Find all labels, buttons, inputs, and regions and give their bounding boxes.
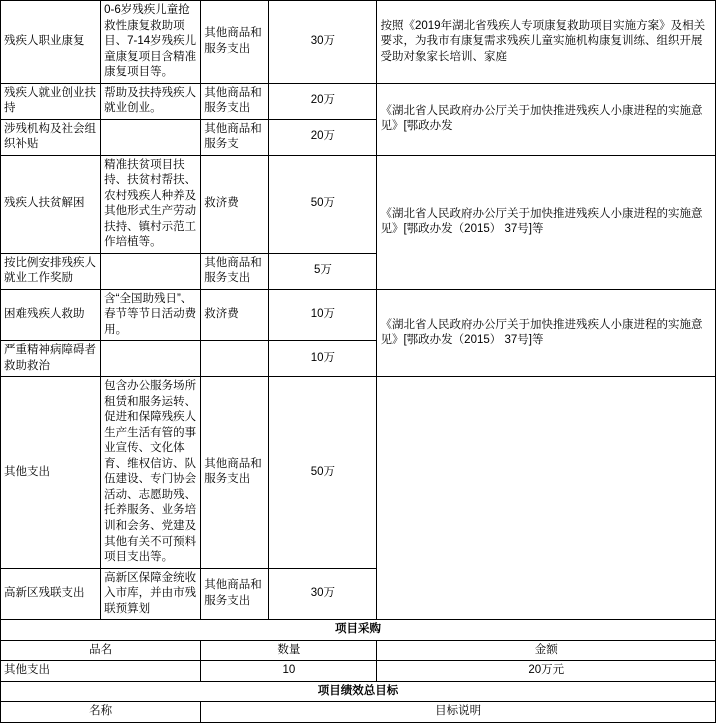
- project-desc: 高新区保障金统收入市库，并由市残联预算划: [101, 568, 201, 620]
- project-name: 残疾人就业创业扶持: [1, 83, 101, 119]
- procurement-section-title: 项目采购: [1, 620, 716, 641]
- project-desc: 包含办公服务场所租赁和服务运转、促进和保障残疾人生产生活有管的事业宣传、文化体育、维权信访、队伍建设、专门协会活动、志愿助残、托养服务、业务培训和会务、党建及其他有关不可预料项目支出等。: [101, 377, 201, 568]
- expense-category: 其他商品和服务支出: [201, 83, 269, 119]
- amount: 20万: [269, 83, 377, 119]
- performance-header-row: [1, 702, 716, 723]
- procurement-header-quantity: 数量: [201, 640, 377, 661]
- project-name: 残疾人扶贫解困: [1, 155, 101, 253]
- table-row: [1, 83, 716, 119]
- project-name: 涉残机构及社会组织补贴: [1, 119, 101, 155]
- procurement-quantity: 10: [201, 661, 377, 682]
- expense-category: 其他商品和服务支: [201, 119, 269, 155]
- performance-header-name: 名称: [1, 702, 201, 723]
- table-row: [1, 289, 716, 341]
- procurement-amount: 20万元: [377, 661, 716, 682]
- procurement-section-row: [1, 620, 716, 641]
- policy-basis: 《湖北省人民政府办公厅关于加快推进残疾人小康进程的实施意见》[鄂政办发: [377, 83, 716, 155]
- amount: 50万: [269, 377, 377, 568]
- performance-section-row: [1, 681, 716, 702]
- project-name: 按比例安排残疾人就业工作奖励: [1, 253, 101, 289]
- expense-category: 其他商品和服务支出: [201, 377, 269, 568]
- project-name: 严重精神病障碍者救助救治: [1, 341, 101, 377]
- expense-category: 救济费: [201, 155, 269, 253]
- amount: 20万: [269, 119, 377, 155]
- procurement-row: [1, 661, 716, 682]
- expense-category: 救济费: [201, 289, 269, 341]
- table-row: [1, 155, 716, 253]
- procurement-header-row: [1, 640, 716, 661]
- expense-category: 其他商品和服务支出: [201, 1, 269, 84]
- amount: 10万: [269, 289, 377, 341]
- amount: 10万: [269, 341, 377, 377]
- table-row: [1, 377, 716, 568]
- project-desc: 精准扶贫项目扶持、扶贫村帮扶、农村残疾人种养及其他形式生产劳动扶持、镇村示范工作培植等。: [101, 155, 201, 253]
- project-name: 残疾人职业康复: [1, 1, 101, 84]
- project-desc: [101, 119, 201, 155]
- project-desc: 帮助及扶持残疾人就业创业。: [101, 83, 201, 119]
- procurement-item: 其他支出: [1, 661, 201, 682]
- policy-basis: [377, 377, 716, 620]
- project-desc: [101, 253, 201, 289]
- project-name: 其他支出: [1, 377, 101, 568]
- amount: 30万: [269, 1, 377, 84]
- project-name: 高新区残联支出: [1, 568, 101, 620]
- budget-table-body: [1, 1, 716, 723]
- performance-section-title: 项目绩效总目标: [1, 681, 716, 702]
- project-desc: 0-6岁残疾儿童抢救性康复救助项目、7-14岁残疾儿童康复项目含精准康复项目等。: [101, 1, 201, 84]
- procurement-header-amount: 金额: [377, 640, 716, 661]
- procurement-header-item: 品名: [1, 640, 201, 661]
- project-desc: 含“全国助残日”、春节等节日活动费用。: [101, 289, 201, 341]
- performance-header-description: 目标说明: [201, 702, 716, 723]
- amount: 30万: [269, 568, 377, 620]
- project-name: 困难残疾人救助: [1, 289, 101, 341]
- table-row: [1, 1, 716, 84]
- expense-category: 其他商品和服务支出: [201, 568, 269, 620]
- policy-basis: 按照《2019年湖北省残疾人专项康复救助项目实施方案》及相关要求，为我市有康复需求残疾儿童实施机构康复训练、组织开展受助对象家长培训、家庭: [377, 1, 716, 84]
- policy-basis: 《湖北省人民政府办公厅关于加快推进残疾人小康进程的实施意见》[鄂政办发（2015） 37号]等: [377, 155, 716, 289]
- expense-category: [201, 341, 269, 377]
- amount: 50万: [269, 155, 377, 253]
- expense-category: 其他商品和服务支出: [201, 253, 269, 289]
- policy-basis: 《湖北省人民政府办公厅关于加快推进残疾人小康进程的实施意见》[鄂政办发（2015） 37号]等: [377, 289, 716, 377]
- amount: 5万: [269, 253, 377, 289]
- project-desc: [101, 341, 201, 377]
